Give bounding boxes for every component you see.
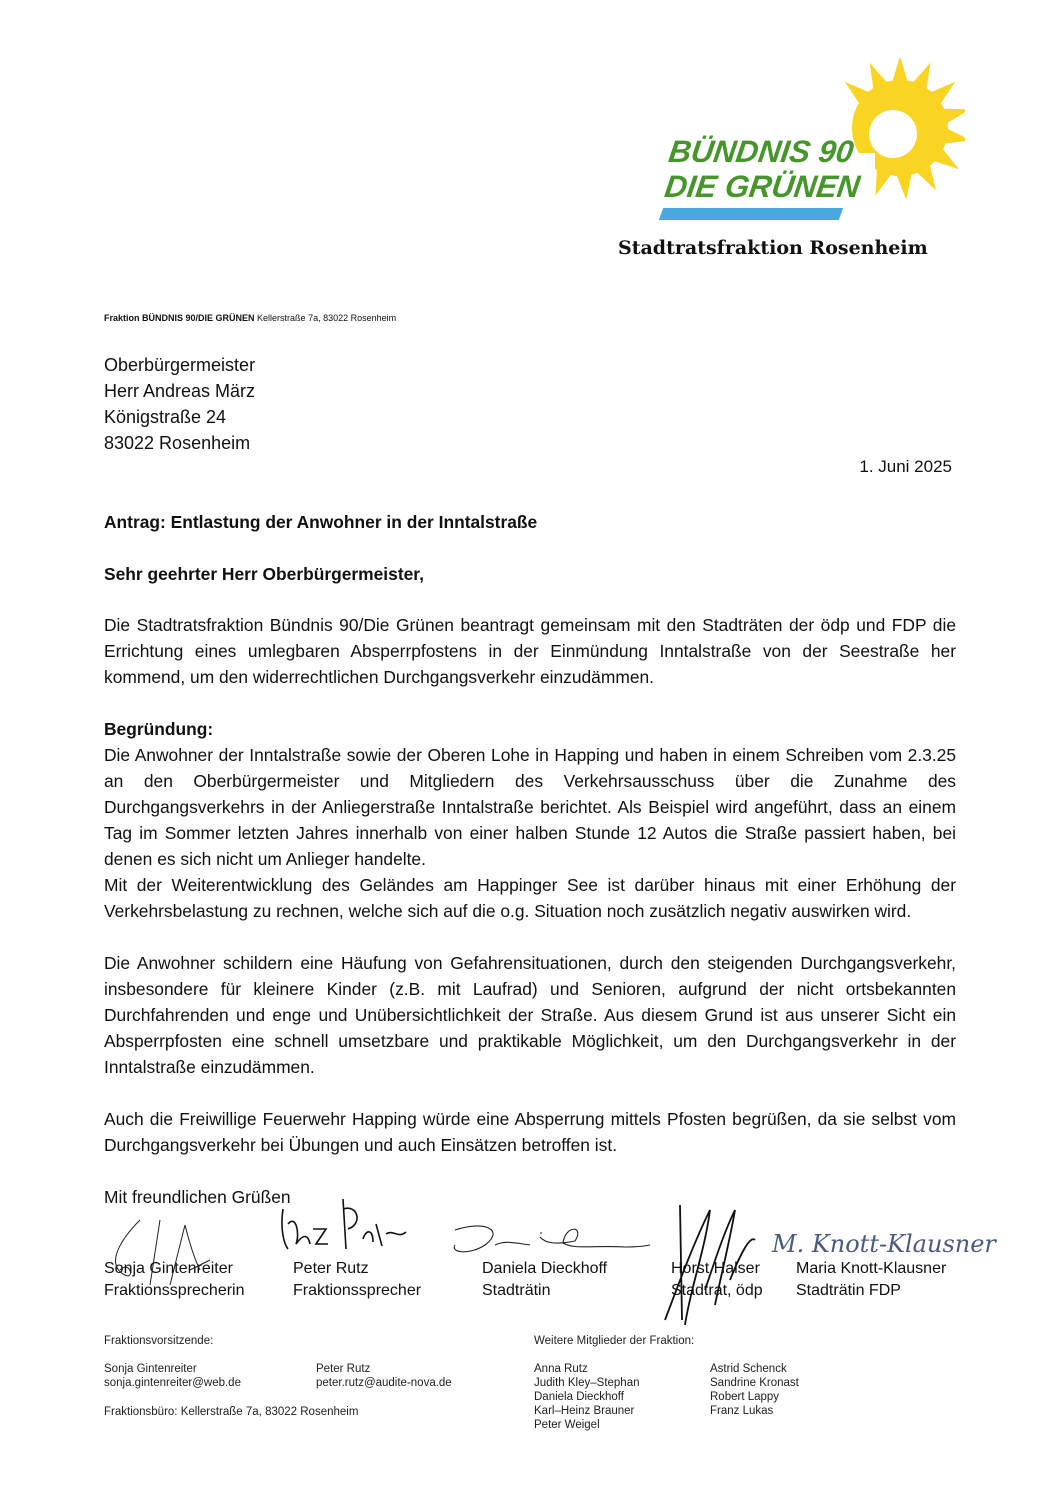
paragraph-reason-2: Mit der Weiterentwicklung des Geländes am Happinger See ist darüber hinaus mit einer Erhöhung der Verkehrsbelastung zu rechnen, welche sich auf die o.g. Situation noch zusätzlich negativ auswirken wird. bbox=[104, 875, 956, 921]
signatory-role: Fraktionssprecher bbox=[293, 1282, 422, 1299]
footer-chair-1 bbox=[104, 1362, 241, 1390]
party-logo bbox=[655, 70, 965, 230]
handwritten-signature-text: M. Knott-Klausner bbox=[772, 1230, 996, 1258]
paragraph-reason-3: Die Anwohner schildern eine Häufung von Gefahrensituationen, durch den steigenden Durchgangsverkehr, insbesondere für kleinere Kinder (z.B. mit Laufrad) und Senioren, aufgrund der nicht ortsbekannten Durchfahrenden und enge und Unübersichtlichkeit der Straße. Aus diesem Grund ist aus unserer Sicht ein Absperrpfosten eine schnell umsetzbare und praktikable Möglichkeit, um den Durchgangsverkehr in der Inntalstraße einzudämmen. bbox=[104, 953, 956, 1077]
signatory-3 bbox=[482, 1258, 607, 1302]
footer-members-col-1 bbox=[534, 1362, 640, 1432]
signatory-4 bbox=[671, 1258, 763, 1302]
signatory-role: Stadträtin bbox=[482, 1282, 551, 1299]
member: Astrid Schenck bbox=[710, 1363, 787, 1375]
signatory-name: Peter Rutz bbox=[293, 1260, 369, 1277]
sender-line bbox=[104, 313, 396, 323]
signatory-2 bbox=[293, 1258, 421, 1302]
member: Robert Lappy bbox=[710, 1391, 780, 1403]
signatory-1 bbox=[104, 1258, 245, 1302]
signatory-role: Stadtrat, ödp bbox=[671, 1282, 763, 1299]
member: Peter Weigel bbox=[534, 1419, 600, 1431]
signature-knott-klausner bbox=[770, 1222, 1050, 1262]
chair-email[interactable]: sonja.gintenreiter@web.de bbox=[104, 1377, 241, 1389]
chair-email[interactable]: peter.rutz@audite-nova.de bbox=[316, 1377, 452, 1389]
paragraph-intro: Die Stadtratsfraktion Bündnis 90/Die Grünen beantragt gemeinsam mit den Stadträten der ödp und FDP die Errichtung eines umlegbaren Absperrpfostens in der Einmündung Inntalstraße von der Seestraße her kommend, um den widerrechtlichen Durchgangsverkehr einzudämmen. bbox=[104, 615, 956, 687]
member: Franz Lukas bbox=[710, 1405, 774, 1417]
recipient-line-4: 83022 Rosenheim bbox=[104, 433, 251, 453]
signatory-role: Fraktionssprecherin bbox=[104, 1282, 245, 1299]
member: Karl–Heinz Brauner bbox=[534, 1405, 635, 1417]
chair-name: Sonja Gintenreiter bbox=[104, 1363, 197, 1375]
logo-blue-bar bbox=[659, 208, 843, 220]
logo-line-2: DIE GRÜNEN bbox=[662, 169, 863, 204]
signatory-name: Maria Knott-Klausner bbox=[796, 1260, 947, 1277]
footer-chair-2 bbox=[316, 1362, 452, 1390]
recipient-line-3: Königstraße 24 bbox=[104, 407, 227, 427]
signatory-name: Horst Halser bbox=[671, 1260, 760, 1277]
paragraph-fire-brigade: Auch die Freiwillige Feuerwehr Happing würde eine Absperrung mittels Pfosten begrüßen, da sie selbst vom Durchgangsverkehr bei Übungen und auch Einsätzen betroffen ist. bbox=[104, 1109, 956, 1155]
signatory-name: Sonja Gintenreiter bbox=[104, 1260, 233, 1277]
recipient-line-2: Herr Andreas März bbox=[104, 381, 256, 401]
signature-dieckhoff bbox=[445, 1215, 655, 1260]
member: Anna Rutz bbox=[534, 1363, 588, 1375]
member: Daniela Dieckhoff bbox=[534, 1391, 624, 1403]
footer-members-col-2 bbox=[710, 1362, 799, 1418]
closing: Mit freundlichen Grüßen bbox=[104, 1187, 291, 1207]
recipient-address bbox=[104, 352, 255, 456]
signatory-role: Stadträtin FDP bbox=[796, 1282, 901, 1299]
chair-name: Peter Rutz bbox=[316, 1363, 371, 1375]
sender-name: Fraktion BÜNDNIS 90/DIE GRÜNEN bbox=[104, 313, 255, 323]
reason-heading: Begründung: bbox=[104, 719, 214, 739]
paragraph-reason-1: Die Anwohner der Inntalstraße sowie der Oberen Lohe in Happing und haben in einem Schreiben vom 2.3.25 an den Oberbürgermeister und Mitgliedern des Verkehrsausschuss über die Zunahme des Durchgangsverkehrs in der Anliegerstraße Inntalstraße berichtet. Als Beispiel wird angeführt, dass an einem Tag im Sommer letzten Jahres innerhalb von einer halben Stunde 12 Autos die Straße passiert haben, bei denen es sich nicht um Anlieger handelte. bbox=[104, 745, 956, 869]
footer-members-heading: Weitere Mitglieder der Fraktion: bbox=[534, 1335, 695, 1347]
salutation: Sehr geehrter Herr Oberbürgermeister, bbox=[104, 564, 424, 584]
member: Judith Kley–Stephan bbox=[534, 1377, 640, 1389]
faction-title: Stadtratsfraktion Rosenheim bbox=[618, 237, 928, 259]
logo-line-1: BÜNDNIS 90 bbox=[666, 134, 856, 169]
footer-office: Fraktionsbüro: Kellerstraße 7a, 83022 Rosenheim bbox=[104, 1406, 359, 1418]
signatory-name: Daniela Dieckhoff bbox=[482, 1260, 608, 1277]
sender-address: Kellerstraße 7a, 83022 Rosenheim bbox=[257, 313, 397, 323]
recipient-line-1: Oberbürgermeister bbox=[104, 355, 256, 375]
letter-date: 1. Juni 2025 bbox=[859, 457, 952, 476]
footer-chairs-heading: Fraktionsvorsitzende: bbox=[104, 1335, 214, 1347]
member: Sandrine Kronast bbox=[710, 1377, 799, 1389]
signatory-5 bbox=[796, 1258, 946, 1302]
subject-line: Antrag: Entlastung der Anwohner in der Inntalstraße bbox=[104, 512, 538, 532]
